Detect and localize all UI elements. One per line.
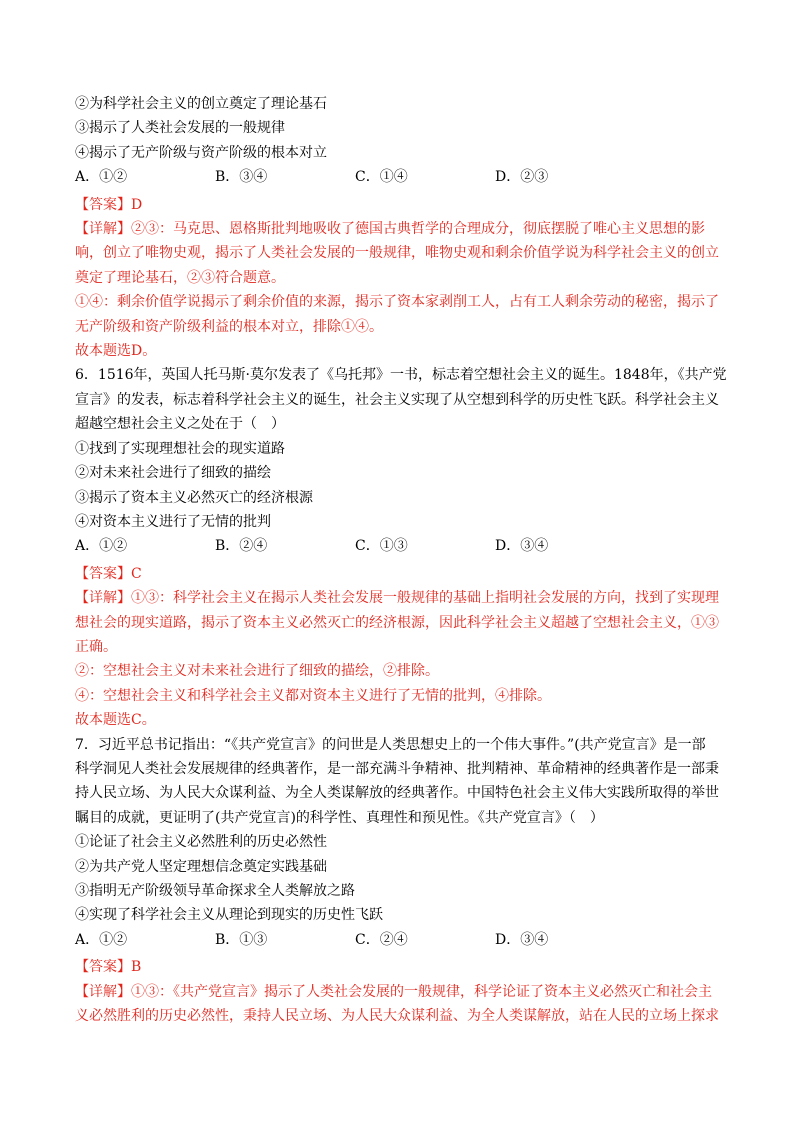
detail-tag: 【详解】 <box>75 983 131 1000</box>
statement: ③指明无产阶级领导革命探求全人类解放之路 <box>75 883 355 899</box>
answer-tag: 【答案】 <box>75 196 131 213</box>
question-stem: 7．习近平总书记指出：“《共产党宣言》的问世是人类思想史上的一个伟大事件。”(共产党宣言》是一部 <box>75 736 706 753</box>
conclusion: 故本题选D。 <box>75 343 157 360</box>
question-stem: 科学洞见人类社会发展规律的经典著作，是一部充满斗争精神、批判精神、革命精神的经典著作是一部秉 <box>75 760 719 777</box>
option: C．①③ <box>355 538 408 555</box>
detail-line: 想社会的现实道路，揭示了资本主义必然灭亡的经济根源，因此科学社会主义超越了空想社会主义，①③ <box>75 614 719 631</box>
answer-value: B <box>131 959 142 976</box>
detail-line: ①④：剩余价值学说揭示了剩余价值的来源，揭示了资本家剥削工人，占有工人剩余劳动的秘密，揭示了 <box>75 294 719 311</box>
option: B．②④ <box>215 538 268 555</box>
question-stem: 宣言》的发表，标志着科学社会主义的诞生，社会主义实现了从空想到科学的历史性飞跃。科学社会主义 <box>75 391 719 408</box>
option: D．③④ <box>495 931 549 948</box>
option: A．①② <box>75 931 128 948</box>
detail-line: 正确。 <box>75 638 117 655</box>
question-stem: 瞩目的成就，更证明了(共产党宣言)的科学性、真理性和预见性。《共产党宣言》（ ） <box>75 809 604 826</box>
answer-tag: 【答案】 <box>75 959 131 976</box>
detail-line: 响，创立了唯物史观，揭示了人类社会发展的一般规律，唯物史观和剩余价值学说为科学社会主义的创立 <box>75 245 719 262</box>
answer-tag: 【答案】 <box>75 565 131 582</box>
option: D．③④ <box>495 538 549 555</box>
detail-text: ①③：《共产党宣言》揭示了人类社会发展的一般规律，科学论证了资本主义必然灭亡和社会主 <box>131 983 712 1000</box>
detail-line: ④：空想社会主义和科学社会主义都对资本主义进行了无情的批判，④排除。 <box>75 687 551 704</box>
answer-value: D <box>131 196 143 213</box>
statement: ②为共产党人坚定理想信念奠定实践基础 <box>75 858 327 875</box>
detail-line: 无产阶级和资产阶级利益的根本对立，排除①④。 <box>75 318 383 335</box>
answer-line <box>75 562 730 586</box>
option: B．③④ <box>215 169 268 186</box>
statement: ④对资本主义进行了无情的批判 <box>75 513 271 530</box>
answer-line <box>75 193 730 217</box>
detail-line: 奠定了理论基石，②③符合题意。 <box>75 269 285 286</box>
detail-tag: 【详解】 <box>75 221 131 238</box>
statement: ②对未来社会进行了细致的描绘 <box>75 465 271 482</box>
statement: ③揭示了人类社会发展的一般规律 <box>75 120 285 137</box>
options-row <box>75 165 730 189</box>
question-stem: 超越空想社会主义之处在于（ ） <box>75 416 285 433</box>
option: B．①③ <box>215 931 268 948</box>
options-row <box>75 534 730 558</box>
statement: ①论证了社会主义必然胜利的历史必然性 <box>75 834 327 851</box>
document-page <box>75 92 730 1028</box>
question-stem: 6．1516年，英国人托马斯·莫尔发表了《乌托邦》一书，标志着空想社会主义的诞生。1848年，《共产党 <box>75 367 727 384</box>
answer-line <box>75 955 730 979</box>
statement: ②为科学社会主义的创立奠定了理论基石 <box>75 96 327 112</box>
detail-tag: 【详解】 <box>75 590 131 607</box>
answer-value: C <box>131 565 142 582</box>
detail-line <box>75 980 730 1004</box>
question-stem: 持人民立场、为人民大众谋利益、为全人类谋解放的经典著作。中国特色社会主义伟大实践所取得的举世 <box>75 785 719 802</box>
detail-line: ②：空想社会主义对未来社会进行了细致的描绘，②排除。 <box>75 663 439 680</box>
conclusion: 故本题选C。 <box>75 712 156 729</box>
statement: ③揭示了资本主义必然灭亡的经济根源 <box>75 489 313 506</box>
detail-line: 义必然胜利的历史必然性，秉持人民立场、为人民大众谋利益、为全人类谋解放，站在人民的立场上探求 <box>75 1008 719 1025</box>
detail-line <box>75 586 730 610</box>
detail-line <box>75 217 730 241</box>
option: A．①② <box>75 169 128 186</box>
statement: ①找到了实现理想社会的现实道路 <box>75 440 285 457</box>
options-row <box>75 928 730 952</box>
statement: ④揭示了无产阶级与资产阶级的根本对立 <box>75 144 327 161</box>
option: C．②④ <box>355 931 408 948</box>
statement: ④实现了科学社会主义从理论到现实的历史性飞跃 <box>75 907 383 924</box>
option: A．①② <box>75 538 128 555</box>
detail-text: ②③：马克思、恩格斯批判地吸收了德国古典哲学的合理成分，彻底摆脱了唯心主义思想的影 <box>131 221 705 238</box>
option: D．②③ <box>495 169 549 186</box>
detail-text: ①③：科学社会主义在揭示人类社会发展一般规律的基础上指明社会发展的方向，找到了实现理 <box>131 590 719 607</box>
option: C．①④ <box>355 169 408 186</box>
